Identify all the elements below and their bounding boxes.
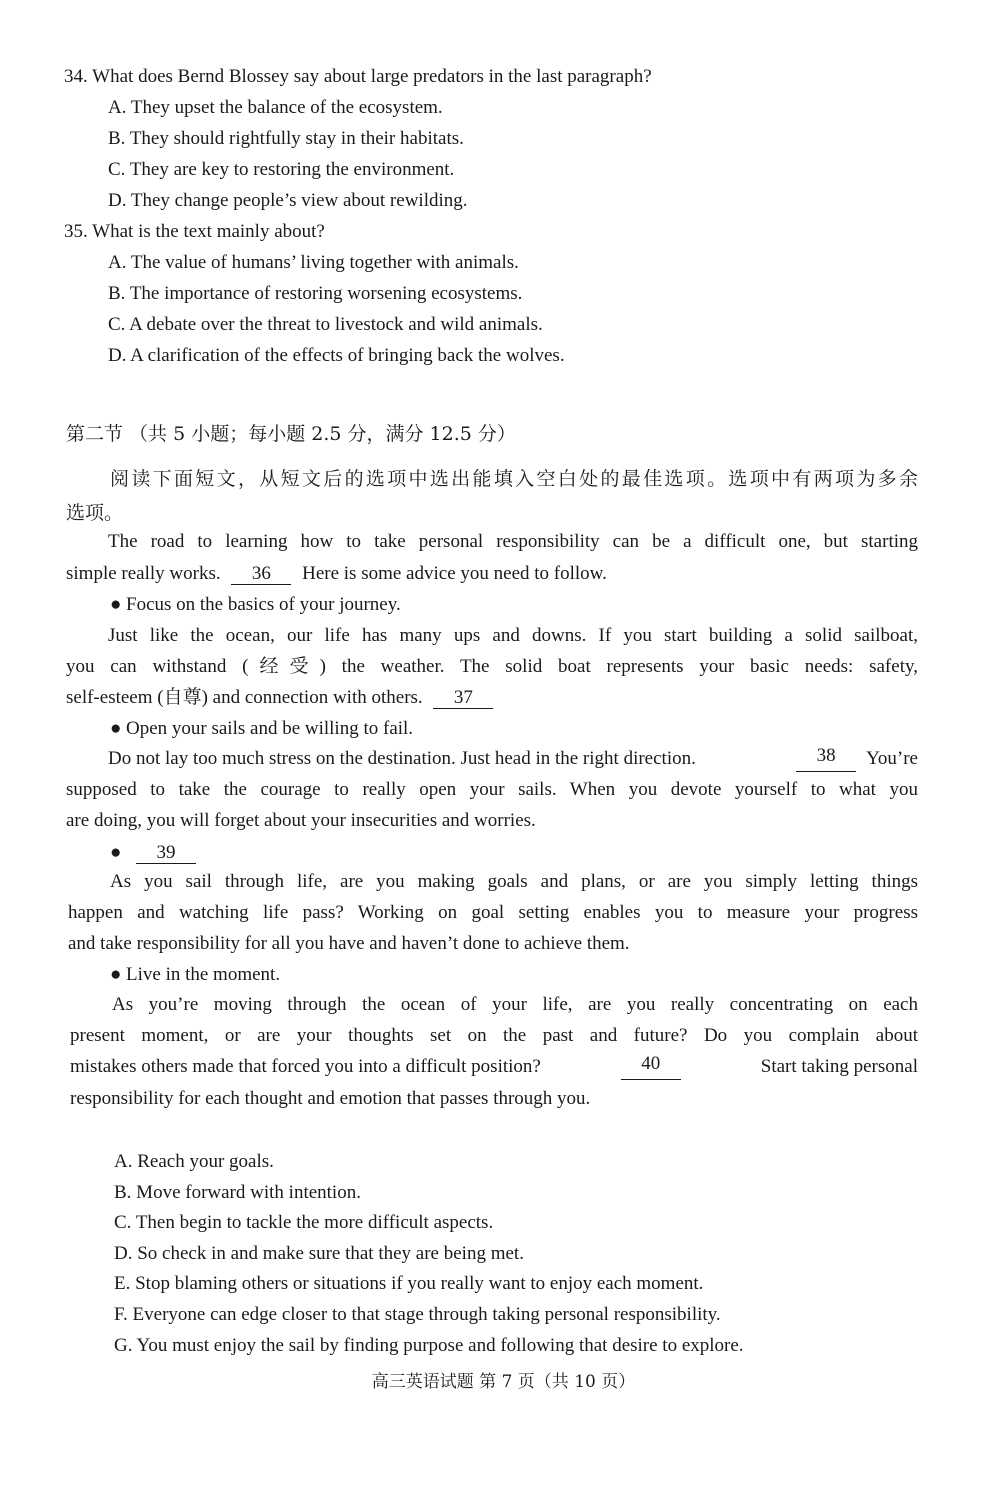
question-34-option-d: D. They change people’s view about rewilding. bbox=[108, 190, 468, 211]
passage-paragraph-2-line-3 bbox=[66, 685, 493, 711]
passage-paragraph-3-line-2: supposed to take the courage to really open your sails. When you devote yourself to what you bbox=[66, 779, 918, 800]
bullet-text: Live in the moment. bbox=[126, 964, 281, 985]
passage-text: mistakes others made that forced you into a difficult position? bbox=[70, 1056, 541, 1077]
blank-36[interactable]: 36 bbox=[231, 564, 291, 585]
blank-40[interactable]: 40 bbox=[621, 1054, 681, 1080]
passage-text: self-esteem (自尊) and connection with others. bbox=[66, 687, 423, 708]
blank-39[interactable]: 39 bbox=[136, 843, 196, 864]
bullet-dot-icon: ● bbox=[110, 964, 122, 985]
passage-paragraph-3-line-1 bbox=[108, 746, 918, 772]
passage-paragraph-1-line-2 bbox=[66, 561, 607, 587]
choice-g: G. You must enjoy the sail by finding purpose and following that desire to explore. bbox=[114, 1335, 744, 1356]
bullet-heading-3 bbox=[110, 840, 196, 866]
question-35-option-d: D. A clarification of the effects of bringing back the wolves. bbox=[108, 345, 565, 366]
question-35-option-b: B. The importance of restoring worsening ecosystems. bbox=[108, 283, 523, 304]
bullet-dot-icon: ● bbox=[110, 842, 122, 863]
question-number: 35. bbox=[64, 221, 88, 242]
bullet-heading-4 bbox=[110, 962, 280, 988]
question-34-option-c: C. They are key to restoring the environment. bbox=[108, 159, 455, 180]
question-35-option-a: A. The value of humans’ living together with animals. bbox=[108, 252, 519, 273]
blank-38[interactable]: 38 bbox=[796, 746, 856, 772]
bullet-text: Focus on the basics of your journey. bbox=[126, 594, 401, 615]
choice-c: C. Then begin to tackle the more difficult aspects. bbox=[114, 1212, 494, 1233]
blank-37[interactable]: 37 bbox=[433, 688, 493, 709]
passage-text: Start taking personal bbox=[760, 1056, 918, 1077]
passage-paragraph-4-line-1: As you sail through life, are you making goals and plans, or are you simply letting things bbox=[110, 871, 918, 892]
choice-d: D. So check in and make sure that they are being met. bbox=[114, 1243, 524, 1264]
passage-paragraph-3-line-3: are doing, you will forget about your insecurities and worries. bbox=[66, 810, 536, 831]
choice-b: B. Move forward with intention. bbox=[114, 1182, 361, 1203]
passage-paragraph-5-line-1: As you’re moving through the ocean of your life, are you really concentrating on each bbox=[112, 994, 918, 1015]
passage-paragraph-2-line-1: Just like the ocean, our life has many ups and downs. If you start building a solid sailboat, bbox=[108, 625, 918, 646]
question-35-stem bbox=[64, 219, 325, 245]
section-instruction-line-2: 选项。 bbox=[66, 502, 124, 524]
bullet-dot-icon: ● bbox=[110, 718, 122, 739]
question-number: 34. bbox=[64, 66, 88, 87]
passage-paragraph-5-line-4: responsibility for each thought and emotion that passes through you. bbox=[70, 1088, 591, 1109]
passage-paragraph-2-line-2: you can withstand (经受) the weather. The solid boat represents your basic needs: safety, bbox=[66, 656, 918, 677]
passage-text: simple really works. bbox=[66, 563, 221, 584]
choice-e: E. Stop blaming others or situations if you really want to enjoy each moment. bbox=[114, 1273, 704, 1294]
question-34-stem bbox=[64, 64, 652, 90]
passage-paragraph-4-line-2: happen and watching life pass? Working on goal setting enables you to measure your progress bbox=[68, 902, 918, 923]
choice-a: A. Reach your goals. bbox=[114, 1151, 274, 1172]
passage-paragraph-5-line-2: present moment, or are your thoughts set on the past and future? Do you complain about bbox=[70, 1025, 918, 1046]
passage-paragraph-4-line-3: and take responsibility for all you have and haven’t done to achieve them. bbox=[68, 933, 630, 954]
section-instruction-line-1: 阅读下面短文，从短文后的选项中选出能填入空白处的最佳选项。选项中有两项为多余 bbox=[110, 468, 918, 490]
question-35-option-c: C. A debate over the threat to livestock and wild animals. bbox=[108, 314, 543, 335]
choice-f: F. Everyone can edge closer to that stage through taking personal responsibility. bbox=[114, 1304, 721, 1325]
passage-text: Do not lay too much stress on the destination. Just head in the right direction. bbox=[108, 748, 696, 769]
bullet-heading-1 bbox=[110, 592, 401, 618]
passage-text: You’re bbox=[866, 748, 918, 769]
question-34-option-b: B. They should rightfully stay in their habitats. bbox=[108, 128, 464, 149]
question-text: What does Bernd Blossey say about large predators in the last paragraph? bbox=[92, 66, 652, 87]
passage-paragraph-5-line-3 bbox=[70, 1054, 918, 1080]
question-text: What is the text mainly about? bbox=[92, 221, 325, 242]
passage-text: Here is some advice you need to follow. bbox=[302, 563, 607, 584]
bullet-dot-icon: ● bbox=[110, 594, 122, 615]
passage-paragraph-1-line-1: The road to learning how to take personal responsibility can be a difficult one, but starting bbox=[108, 531, 918, 552]
passage-line-end bbox=[796, 746, 918, 772]
page-footer: 高三英语试题 第 7 页（共 10 页） bbox=[371, 1372, 636, 1392]
question-34-option-a: A. They upset the balance of the ecosystem. bbox=[108, 97, 443, 118]
bullet-heading-2 bbox=[110, 716, 413, 742]
section-heading: 第二节 （共 5 小题；每小题 2.5 分，满分 12.5 分） bbox=[66, 423, 516, 445]
bullet-text: Open your sails and be willing to fail. bbox=[126, 718, 414, 739]
